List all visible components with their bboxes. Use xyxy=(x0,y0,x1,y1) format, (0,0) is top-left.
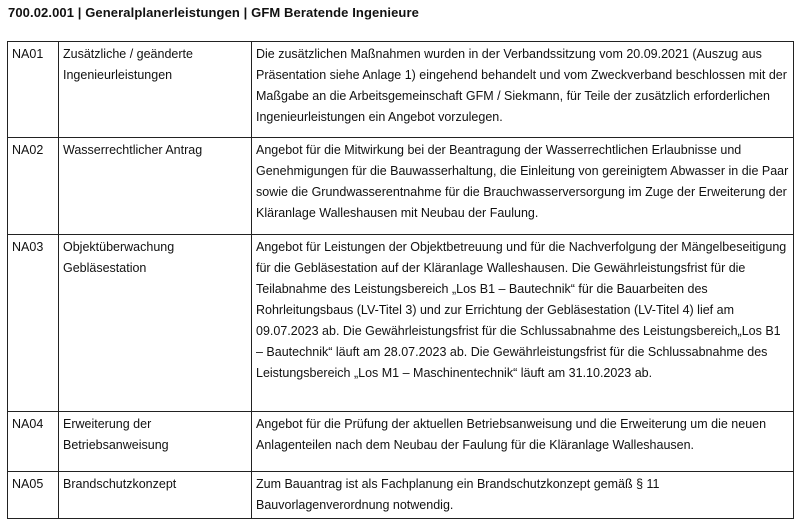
item-code: NA04 xyxy=(8,412,59,472)
item-description: Zum Bauantrag ist als Fachplanung ein Brandschutzkonzept gemäß § 11 Bauvorlagenverordnung notwendig. xyxy=(252,472,794,519)
item-code: NA01 xyxy=(8,42,59,138)
table-row xyxy=(8,138,794,235)
item-title: Objektüberwachung Gebläsestation xyxy=(59,235,252,412)
table-row xyxy=(8,412,794,472)
table-row xyxy=(8,472,794,519)
table-row xyxy=(8,42,794,138)
items-table xyxy=(7,41,794,519)
item-code: NA03 xyxy=(8,235,59,412)
item-code: NA05 xyxy=(8,472,59,519)
item-description: Angebot für die Prüfung der aktuellen Betriebsanweisung und die Erweiterung um die neuen Anlagenteilen nach dem Neubau der Faulung für die Kläranlage Walleshausen. xyxy=(252,412,794,472)
item-title: Brandschutzkonzept xyxy=(59,472,252,519)
item-description: Angebot für die Mitwirkung bei der Beantragung der Wasserrechtlichen Erlaubnisse und Genehmigungen für die Bauwasserhaltung, die Einleitung von gereinigtem Abwasser in die Paar sowie die Grundwasserentnahme für die Brauchwasserversorgung im Zuge der Erweiterung der Kläranlage Walleshausen mit Neubau der Faulung. xyxy=(252,138,794,235)
item-title: Wasserrechtlicher Antrag xyxy=(59,138,252,235)
table-row xyxy=(8,235,794,412)
document-header: 700.02.001 | Generalplanerleistungen | GFM Beratende Ingenieure xyxy=(8,5,419,20)
item-title: Zusätzliche / geänderte Ingenieurleistungen xyxy=(59,42,252,138)
item-description: Angebot für Leistungen der Objektbetreuung und für die Nachverfolgung der Mängelbeseitigung für die Gebläsestation auf der Kläranlage Walleshausen. Die Gewährleistungsfrist für die Teilabnahme des Leistungsbereich „Los B1 – Bautechnik“ für die Bauarbeiten des Rohrleitungsbaus (LV-Titel 3) und zur Errichtung der Gebläsestation (LV-Titel 4) lief am 09.07.2023 ab. Die Gewährleistungsfrist für die Schlussabnahme des Leistungsbereich„Los B1 – Bautechnik“ läuft am 28.07.2023 ab. Die Gewährleistungsfrist für die Schlussabnahme des Leistungsbereich „Los M1 – Maschinentechnik“ läuft am 31.10.2023 ab. xyxy=(252,235,794,412)
item-title: Erweiterung der Betriebsanweisung xyxy=(59,412,252,472)
item-description: Die zusätzlichen Maßnahmen wurden in der Verbandssitzung vom 20.09.2021 (Auszug aus Präsentation siehe Anlage 1) eingehend behandelt und vom Zweckverband beschlossen mit der Maßgabe an die Arbeitsgemeinschaft GFM / Siekmann, für Teile der zusätzlich erforderlichen Ingenieurleistungen ein Angebot vorzulegen. xyxy=(252,42,794,138)
item-code: NA02 xyxy=(8,138,59,235)
